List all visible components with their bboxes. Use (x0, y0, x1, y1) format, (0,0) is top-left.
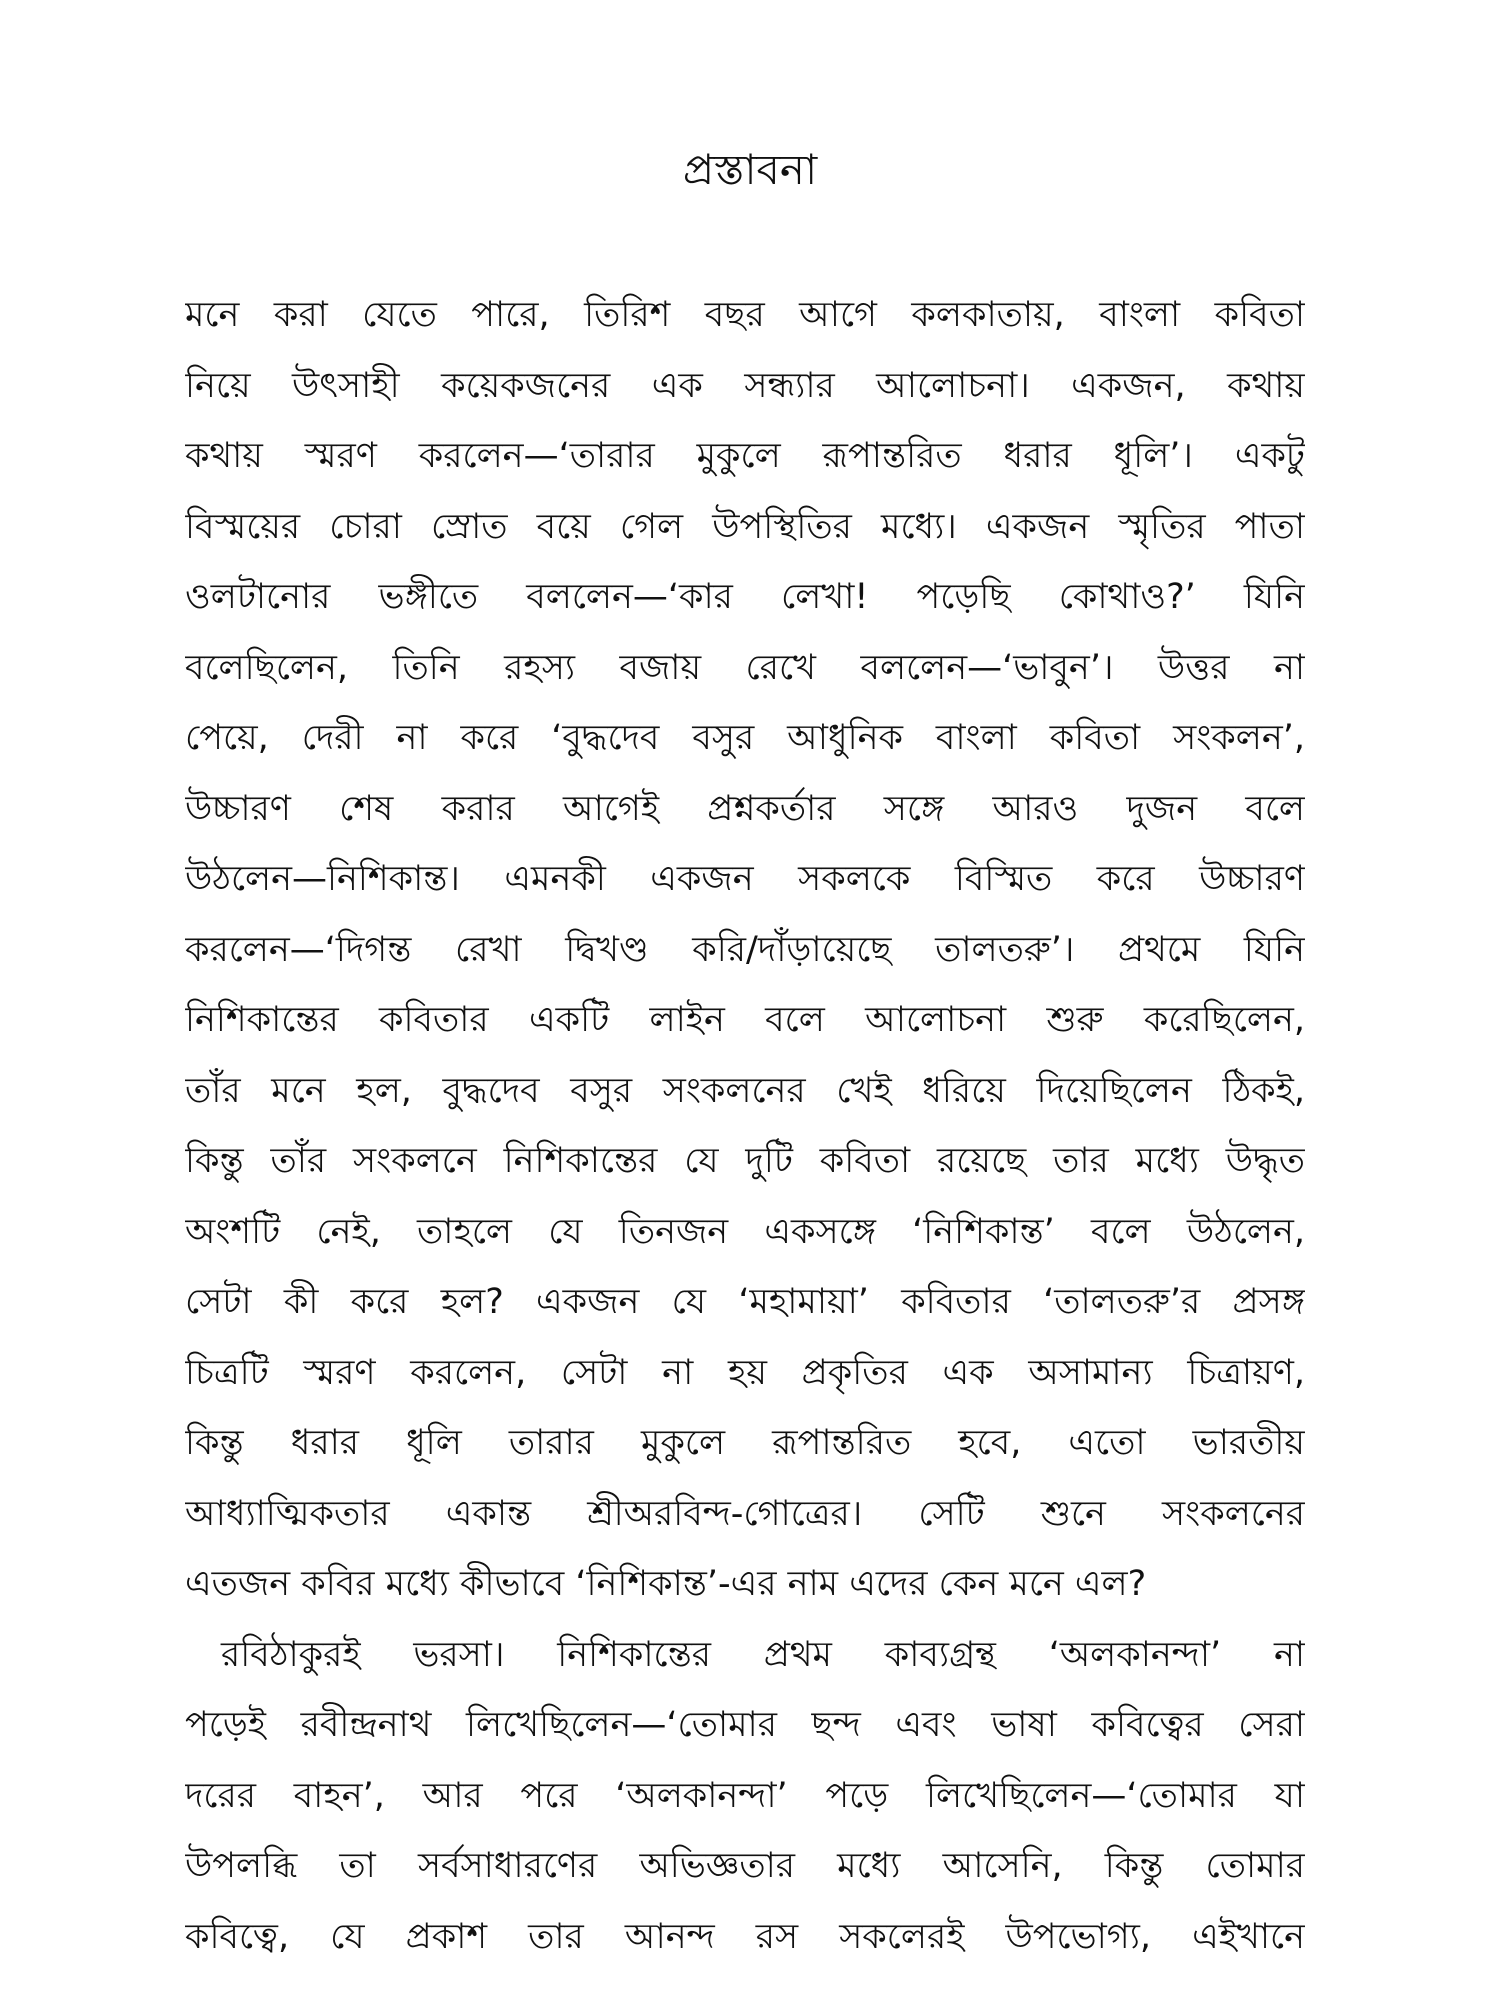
text-line: কিন্তু ধরার ধূলি তারার মুকুলে রূপান্তরিত হবে, এতো ভারতীয় (185, 1423, 1305, 1463)
text-line: পেয়ে, দেরী না করে ‘বুদ্ধদেব বসুর আধুনিক বাংলা কবিতা সংকলন’, (185, 718, 1305, 758)
text-line: সেটা কী করে হল? একজন যে ‘মহামায়া’ কবিতার ‘তালতরু’র প্রসঙ্গ (185, 1282, 1305, 1322)
text-line: তাঁর মনে হল, বুদ্ধদেব বসুর সংকলনের খেই ধরিয়ে দিয়েছিলেন ঠিকই, (185, 1070, 1305, 1111)
text-line: কথায় স্মরণ করলেন—‘তারার মুকুলে রূপান্তরিত ধরার ধূলি’। একটু (185, 436, 1305, 476)
text-line: উঠলেন—নিশিকান্ত। এমনকী একজন সকলকে বিস্মিত করে উচ্চারণ (185, 859, 1305, 899)
text-line: অংশটি নেই, তাহলে যে তিনজন একসঙ্গে ‘নিশিকান্ত’ বলে উঠলেন, (185, 1211, 1305, 1252)
text-line: রবিঠাকুরই ভরসা। নিশিকান্তের প্রথম কাব্যগ্রন্থ ‘অলকানন্দা’ না (221, 1634, 1305, 1675)
text-line: নিয়ে উৎসাহী কয়েকজনের এক সন্ধ্যার আলোচনা। একজন, কথায় (185, 365, 1305, 406)
text-line: দরের বাহন’, আর পরে ‘অলকানন্দা’ পড়ে লিখেছিলেন—‘তোমার যা (185, 1775, 1305, 1816)
text-line: মনে করা যেতে পারে, তিরিশ বছর আগে কলকাতায়, বাংলা কবিতা (185, 295, 1305, 335)
text-line: আধ্যাত্মিকতার একান্ত শ্রীঅরবিন্দ-গোত্রের। সেটি শুনে সংকলনের (185, 1493, 1305, 1534)
text-line: বিস্ময়ের চোরা স্রোত বয়ে গেল উপস্থিতির মধ্যে। একজন স্মৃতির পাতা (185, 506, 1305, 547)
text-line: করলেন—‘দিগন্ত রেখা দ্বিখণ্ড করি/দাঁড়ায়েছে তালতরু’। প্রথমে যিনি (185, 929, 1305, 970)
text-line: বলেছিলেন, তিনি রহস্য বজায় রেখে বললেন—‘ভাবুন’। উত্তর না (185, 647, 1305, 688)
text-line: কিন্তু তাঁর সংকলনে নিশিকান্তের যে দুটি কবিতা রয়েছে তার মধ্যে উদ্ধৃত (185, 1141, 1305, 1181)
text-line: কবিত্বে, যে প্রকাশ তার আনন্দ রস সকলেরই উপভোগ্য, এইখানে (185, 1916, 1305, 1957)
text-line: পড়েই রবীন্দ্রনাথ লিখেছিলেন—‘তোমার ছন্দ এবং ভাষা কবিত্বের সেরা (185, 1705, 1305, 1745)
text-line: এতজন কবির মধ্যে কীভাবে ‘নিশিকান্ত’-এর নাম এদের কেন মনে এল? (185, 1564, 1147, 1604)
text-line: উপলব্ধি তা সর্বসাধারণের অভিজ্ঞতার মধ্যে আসেনি, কিন্তু তোমার (185, 1846, 1305, 1886)
page-title: প্রস্তাবনা (682, 145, 818, 194)
body-text (185, 280, 1305, 1972)
text-line: ওলটানোর ভঙ্গীতে বললেন—‘কার লেখা! পড়েছি কোথাও?’ যিনি (185, 577, 1305, 617)
text-line: নিশিকান্তের কবিতার একটি লাইন বলে আলোচনা শুরু করেছিলেন, (185, 1000, 1305, 1040)
text-line: চিত্রটি স্মরণ করলেন, সেটা না হয় প্রকৃতির এক অসামান্য চিত্রায়ণ, (185, 1352, 1305, 1393)
text-line: উচ্চারণ শেষ করার আগেই প্রশ্নকর্তার সঙ্গে আরও দুজন বলে (185, 788, 1305, 829)
